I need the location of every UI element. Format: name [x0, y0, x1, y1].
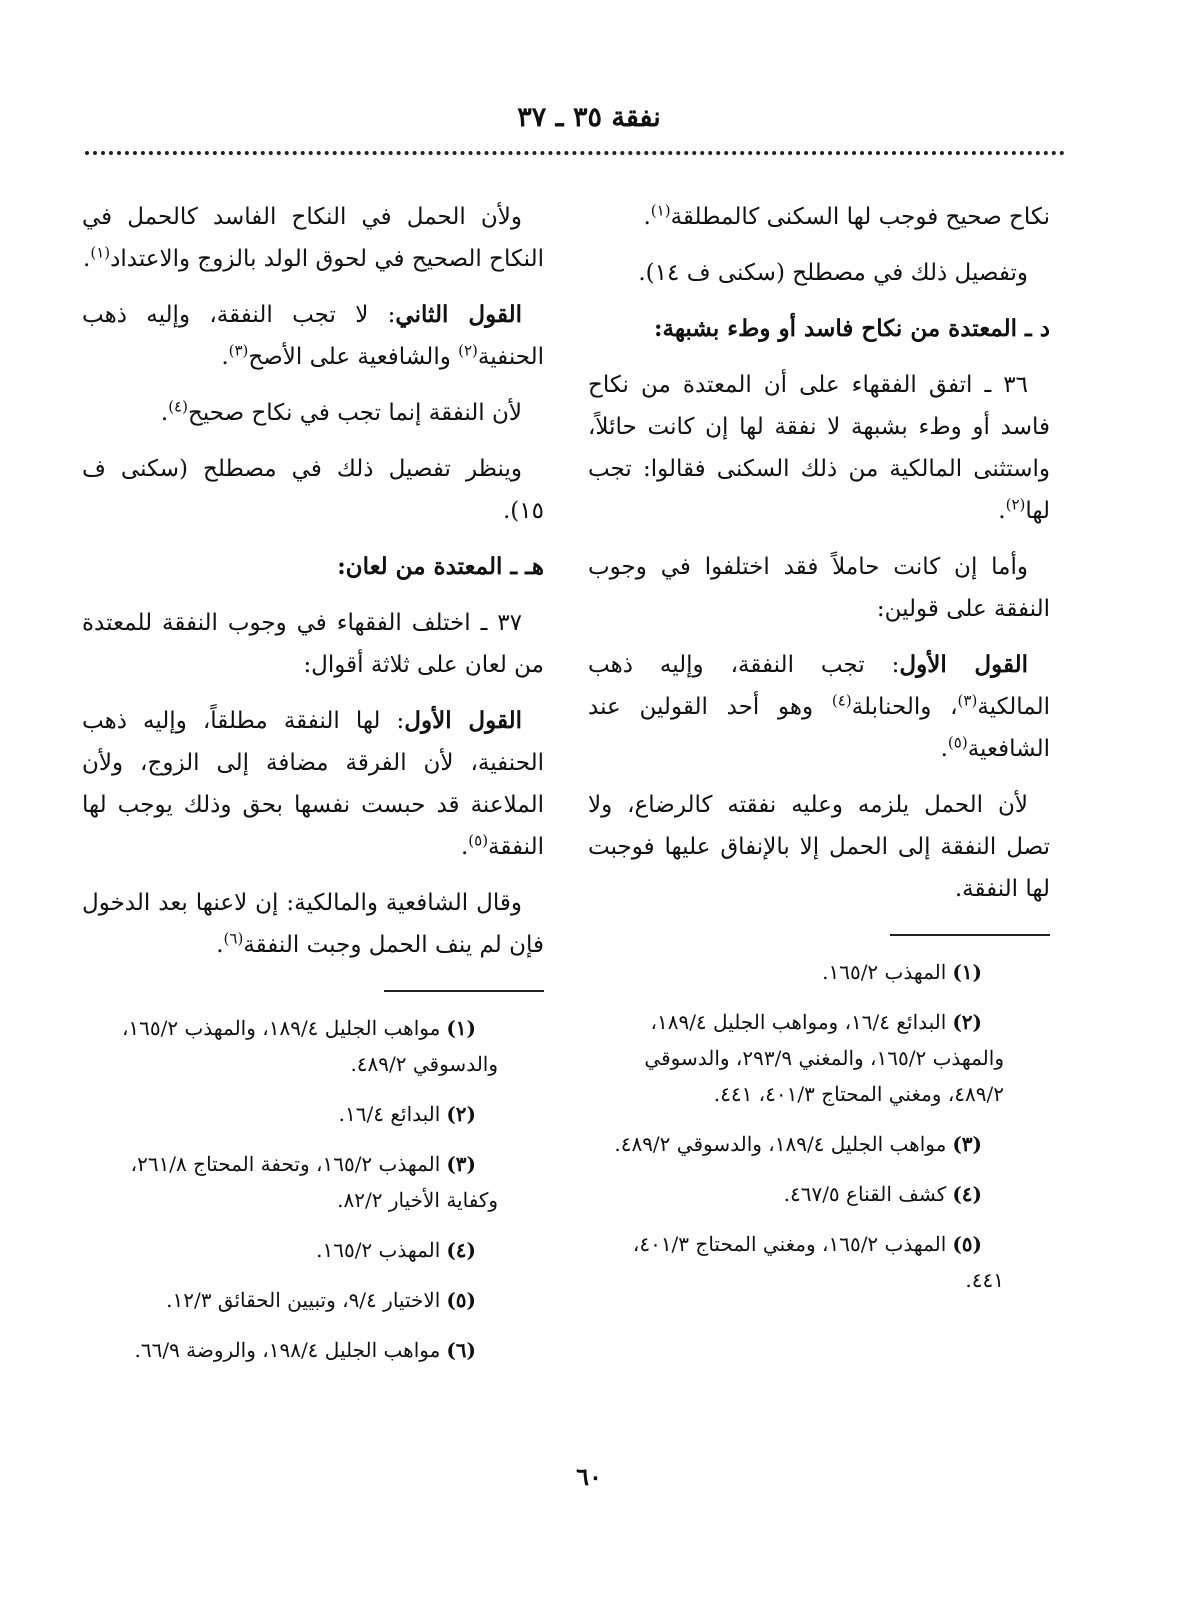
footnote-ref[interactable]: (٥)	[947, 733, 968, 752]
footnotes-left	[82, 1010, 544, 1368]
paragraph: نكاح صحيح فوجب لها السكنى كالمطلقة$^{(١)}$.	[643, 201, 1050, 230]
footnote: (٥)المهذب ١٦٥/٢، ومغني المحتاج ٤٠١/٣، ٤٤١.	[632, 1232, 1004, 1292]
footnote-ref[interactable]: (٢)	[1005, 495, 1026, 514]
paragraph: لأن النفقة إنما تجب في نكاح صحيح$^{(٤)}$.	[160, 397, 522, 426]
section-heading: د ـ المعتدة من نكاح فاسد أو وطء بشبهة:	[654, 315, 1050, 342]
footnote: (٣)المهذب ١٦٥/٢، وتحفة المحتاج ٢٦١/٨، وكفاية الأخيار ٨٢/٢.	[130, 1152, 498, 1212]
paragraph: وقال الشافعية والمالكية: إن لاعنها بعد الدخول فإن لم ينف الحمل وجبت النفقة$^{(٦)}$.	[82, 890, 544, 958]
footnote: (١)مواهب الجليل ١٨٩/٤، والمهذب ١٦٥/٢، والدسوقي ٤٨٩/٢.	[121, 1016, 498, 1076]
footnote-ref[interactable]: (٥)	[468, 831, 489, 850]
footnote-ref[interactable]: (٤)	[831, 691, 852, 710]
paragraph: لأن الحمل يلزمه وعليه نفقته كالرضاع، ولا تصل النفقة إلى الحمل إلا بالإنفاق عليها فوجبت لها النفقة.	[588, 792, 1050, 902]
footnote: (٣)مواهب الجليل ١٨٩/٤، والدسوقي ٤٨٩/٢.	[614, 1132, 982, 1156]
footnote: (٤)كشف القناع ٤٦٧/٥.	[783, 1182, 982, 1206]
footnote-ref[interactable]: (٦)	[223, 929, 244, 948]
paragraph: وأما إن كانت حاملاً فقد اختلفوا في وجوب النفقة على قولين:	[588, 554, 1050, 622]
footnotes-right	[588, 954, 1050, 1298]
page-number: ٦٠	[576, 1462, 602, 1491]
footnote: (٥)الاختيار ٩/٤، وتبيين الحقائق ١٢/٣.	[166, 1288, 476, 1312]
opinion-label: القول الأول	[899, 651, 1029, 678]
footnote: (٢)البدائع ١٦/٤.	[338, 1102, 476, 1126]
paragraph: القول الأول: لها النفقة مطلقاً، وإليه ذهب الحنفية، لأن الفرقة مضافة إلى الزوج، ولأن الملاعنة قد حبست نفسها بحق وذلك يوجب لها النفقة$^{(٥)}$.	[82, 707, 544, 860]
footnote-ref[interactable]: (١)	[650, 201, 671, 220]
paragraph: وينظر تفصيل ذلك في مصطلح (سكنى ف ١٥).	[82, 456, 544, 524]
paragraph: ٣٦ ـ اتفق الفقهاء على أن المعتدة من نكاح فاسد أو وطء بشبهة لا نفقة لها إن كانت حائلاً، واستثنى المالكية من ذلك السكنى فقالوا: تجب لها$^{(٢)}$.	[588, 372, 1050, 524]
footnote: (٢)البدائع ١٦/٤، ومواهب الجليل ١٨٩/٤، والمهذب ١٦٥/٢، والمغني ٢٩٣/٩، والدسوقي ٤٨٩/٢، ومغني المحتاج ٤٠١/٣، ٤٤١.	[644, 1010, 1004, 1106]
opinion-label: القول الثاني	[395, 301, 522, 328]
footnote: (١)المهذب ١٦٥/٢.	[822, 960, 982, 984]
footnote-ref[interactable]: (٣)	[228, 341, 249, 360]
paragraph: القول الثاني: لا تجب النفقة، وإليه ذهب الحنفية$^{(٢)}$ والشافعية على الأصح$^{(٣)}$.	[82, 301, 544, 370]
paragraph: ولأن الحمل في النكاح الفاسد كالحمل في النكاح الصحيح في لحوق الولد بالزوج والاعتداد$^{(١)}$.	[82, 204, 544, 272]
footnote-ref[interactable]: (٣)	[957, 691, 978, 710]
header-dotted-divider	[85, 151, 1065, 155]
footnote: (٦)مواهب الجليل ١٩٨/٤، والروضة ٦٦/٩.	[134, 1338, 476, 1362]
left-column	[82, 196, 544, 1382]
section-heading: هـ ـ المعتدة من لعان:	[337, 553, 544, 580]
footnote-ref[interactable]: (٤)	[168, 397, 188, 416]
footnote-divider	[890, 934, 1050, 936]
footnote: (٤)المهذب ١٦٥/٢.	[316, 1238, 476, 1262]
page-title: نفقة ٣٥ ـ ٣٧	[517, 102, 661, 133]
footnote-divider	[384, 990, 544, 992]
footnote-ref[interactable]: (٢)	[458, 341, 478, 360]
paragraph: ٣٧ ـ اختلف الفقهاء في وجوب النفقة للمعتدة من لعان على ثلاثة أقوال:	[82, 610, 544, 678]
opinion-label: القول الأول	[404, 707, 522, 734]
footnote-ref[interactable]: (١)	[90, 243, 111, 262]
paragraph: وتفصيل ذلك في مصطلح (سكنى ف ١٤).	[638, 260, 1028, 286]
right-column	[588, 196, 1050, 1312]
paragraph: القول الأول: تجب النفقة، وإليه ذهب المالكية$^{(٣)}$، والحنابلة$^{(٤)}$ وهو أحد القولين عند الشافعية$^{(٥)}$.	[588, 651, 1050, 762]
